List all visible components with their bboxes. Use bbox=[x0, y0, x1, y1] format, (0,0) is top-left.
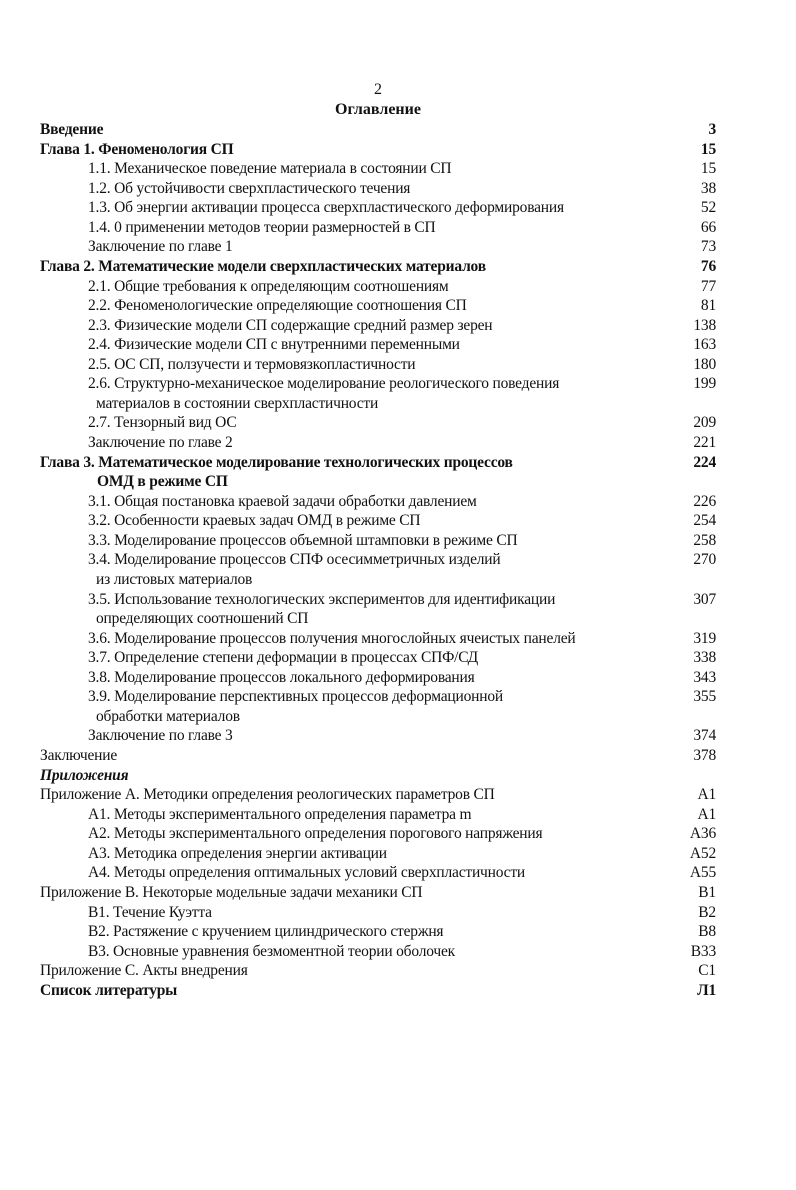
toc-entry[interactable] bbox=[40, 668, 716, 688]
toc-entry[interactable] bbox=[40, 179, 716, 199]
toc-entry-title: 1.4. 0 применении методов теории размерностей в СП bbox=[88, 218, 436, 236]
toc-entry[interactable] bbox=[40, 140, 716, 160]
toc-entry[interactable] bbox=[40, 296, 716, 316]
toc-entry-page: A55 bbox=[689, 864, 716, 882]
toc-entry-title-continued: определяющих соотношений СП bbox=[96, 610, 309, 628]
toc-entry[interactable] bbox=[40, 726, 716, 746]
toc-entry-title: 3.2. Особенности краевых задач ОМД в режиме СП bbox=[88, 512, 421, 530]
toc-entry-title: В2. Растяжение с кручением цилиндрического стержня bbox=[88, 923, 444, 941]
toc-entry[interactable] bbox=[40, 648, 716, 668]
toc-entry-page: B8 bbox=[698, 923, 716, 941]
toc-entry-page: 3 bbox=[708, 121, 716, 138]
toc-entry-continuation bbox=[40, 472, 716, 492]
toc-entry-title: 1.1. Механическое поведение материала в состоянии СП bbox=[88, 160, 452, 178]
toc-entry-page: 76 bbox=[700, 257, 716, 275]
toc-entry[interactable] bbox=[40, 785, 716, 805]
toc-entry-page: A1 bbox=[697, 786, 716, 804]
toc-entry-page: A1 bbox=[697, 805, 716, 823]
toc-entry-page: 319 bbox=[693, 629, 716, 647]
toc-entry-title: Приложение А. Методики определения реологических параметров СП bbox=[40, 786, 495, 804]
toc-entry-title: Приложение В. Некоторые модельные задачи механики СП bbox=[40, 883, 423, 901]
toc-entry-title-continued: из листовых материалов bbox=[96, 570, 253, 588]
toc-entry-title-continued: материалов в состоянии сверхпластичности bbox=[96, 394, 379, 412]
toc-entry[interactable] bbox=[40, 863, 716, 883]
toc-entry-page: 73 bbox=[700, 238, 716, 256]
page-title: Оглавление bbox=[335, 101, 421, 118]
toc-entry-title: 2.7. Тензорный вид ОС bbox=[88, 414, 237, 432]
toc-entry[interactable] bbox=[40, 805, 716, 825]
toc-entry-title: 2.5. ОС СП, ползучести и термовязкопластичности bbox=[88, 355, 416, 373]
toc-entry[interactable] bbox=[40, 844, 716, 864]
toc-entry-title: Заключение по главе 3 bbox=[88, 727, 233, 745]
toc-entry[interactable] bbox=[40, 413, 716, 433]
toc-entry[interactable] bbox=[40, 942, 716, 962]
toc-entry[interactable] bbox=[40, 218, 716, 238]
toc-entry-title: Глава 3. Математическое моделирование технологических процессов bbox=[40, 453, 513, 471]
toc-entry[interactable] bbox=[40, 511, 716, 531]
toc-entry-continuation bbox=[40, 394, 716, 414]
table-of-contents bbox=[40, 120, 716, 1000]
toc-entry[interactable] bbox=[40, 961, 716, 981]
toc-entry[interactable] bbox=[40, 316, 716, 336]
toc-entry-page: 77 bbox=[700, 277, 716, 295]
toc-entry-title: 3.3. Моделирование процессов объемной штамповки в режиме СП bbox=[88, 531, 518, 549]
toc-entry[interactable] bbox=[40, 120, 716, 140]
toc-entry-page: 343 bbox=[693, 668, 716, 686]
toc-entry-page: 163 bbox=[693, 336, 716, 354]
toc-entry-page: 374 bbox=[693, 727, 716, 745]
toc-entry[interactable] bbox=[40, 590, 716, 610]
toc-entry-title: 3.5. Использование технологических экспериментов для идентификации bbox=[88, 590, 556, 608]
page-number: 2 bbox=[374, 81, 382, 98]
toc-entry-title: А4. Методы определения оптимальных условий сверхпластичности bbox=[88, 864, 526, 882]
toc-entry-title: Заключение по главе 1 bbox=[88, 238, 233, 256]
toc-entry[interactable] bbox=[40, 550, 716, 570]
toc-entry-title: Приложения bbox=[40, 766, 129, 784]
toc-entry[interactable] bbox=[40, 374, 716, 394]
toc-entry-continuation bbox=[40, 609, 716, 629]
toc-entry-page: 180 bbox=[693, 355, 716, 373]
toc-entry-page: 338 bbox=[693, 649, 716, 667]
toc-entry-title: А3. Методика определения энергии активации bbox=[88, 844, 387, 862]
toc-entry-page: 38 bbox=[700, 179, 716, 197]
toc-entry[interactable] bbox=[40, 981, 716, 1001]
toc-entry-page: 81 bbox=[700, 297, 716, 315]
toc-entry-title: 3.8. Моделирование процессов локального деформирования bbox=[88, 668, 475, 686]
toc-entry-title: Глава 1. Феноменология СП bbox=[40, 140, 234, 158]
toc-entry-title: Введение bbox=[40, 121, 104, 138]
toc-entry-page: 209 bbox=[693, 414, 716, 432]
toc-entry-title: 3.4. Моделирование процессов СПФ осесимметричных изделий bbox=[88, 551, 501, 569]
toc-entry-page: 226 bbox=[693, 492, 716, 510]
toc-entry[interactable] bbox=[40, 159, 716, 179]
toc-entry[interactable] bbox=[40, 355, 716, 375]
toc-entry-title: 2.2. Феноменологические определяющие соотношения СП bbox=[88, 297, 467, 315]
toc-entry-title: 2.6. Структурно-механическое моделирование реологического поведения bbox=[88, 375, 560, 393]
toc-entry-title: 1.2. Об устойчивости сверхпластического течения bbox=[88, 179, 411, 197]
toc-entry[interactable] bbox=[40, 257, 716, 277]
toc-entry-page: B33 bbox=[690, 942, 716, 960]
toc-entry-title: Заключение bbox=[40, 747, 118, 764]
toc-entry[interactable] bbox=[40, 277, 716, 297]
toc-entry[interactable] bbox=[40, 198, 716, 218]
toc-entry[interactable] bbox=[40, 903, 716, 923]
toc-entry-page: 138 bbox=[693, 316, 716, 334]
toc-entry-page: Л1 bbox=[697, 981, 716, 999]
toc-entry-title: А2. Методы экспериментального определения порогового напряжения bbox=[88, 825, 543, 843]
toc-entry[interactable] bbox=[40, 433, 716, 453]
toc-entry-continuation bbox=[40, 570, 716, 590]
toc-entry[interactable] bbox=[40, 746, 716, 766]
toc-entry-continuation bbox=[40, 707, 716, 727]
toc-entry[interactable] bbox=[40, 453, 716, 473]
toc-entry[interactable] bbox=[40, 824, 716, 844]
toc-entry-page: 199 bbox=[693, 375, 716, 393]
toc-entry-title: Заключение по главе 2 bbox=[88, 434, 233, 451]
toc-entry-page: 15 bbox=[700, 140, 716, 158]
toc-entry-title: 3.7. Определение степени деформации в процессах СПФ/СД bbox=[88, 649, 478, 667]
toc-entry[interactable] bbox=[40, 922, 716, 942]
toc-entry-page: 224 bbox=[693, 453, 716, 471]
toc-entry[interactable] bbox=[40, 335, 716, 355]
toc-entry-title: В1. Течение Куэтта bbox=[88, 903, 212, 921]
toc-entry-page: B2 bbox=[698, 903, 716, 921]
toc-entry[interactable] bbox=[40, 766, 716, 786]
toc-entry-page: A52 bbox=[689, 844, 716, 862]
toc-entry-title-continued: обработки материалов bbox=[96, 707, 240, 725]
toc-entry-title: 3.9. Моделирование перспективных процессов деформационной bbox=[88, 688, 503, 706]
toc-entry-page: 254 bbox=[693, 512, 716, 530]
toc-entry-title: 2.3. Физические модели СП содержащие средний размер зерен bbox=[88, 316, 493, 334]
toc-entry-page: 66 bbox=[700, 218, 716, 236]
toc-entry-page: 15 bbox=[700, 160, 716, 178]
toc-entry-page: 52 bbox=[700, 199, 716, 217]
toc-entry-title: Приложение С. Акты внедрения bbox=[40, 962, 248, 980]
toc-entry-page: 307 bbox=[693, 590, 716, 608]
toc-entry-page: 258 bbox=[693, 531, 716, 549]
toc-entry-title: 3.1. Общая постановка краевой задачи обработки давлением bbox=[88, 492, 477, 510]
toc-entry-title: Глава 2. Математические модели сверхпластических материалов bbox=[40, 257, 486, 275]
toc-entry[interactable] bbox=[40, 237, 716, 257]
toc-entry-title: В3. Основные уравнения безмоментной теории оболочек bbox=[88, 942, 455, 960]
toc-entry-page: 270 bbox=[693, 551, 716, 569]
toc-entry-title: А1. Методы экспериментального определения параметра m bbox=[88, 805, 472, 823]
toc-entry-title: 2.4. Физические модели СП с внутренними переменными bbox=[88, 336, 460, 354]
toc-entry-page: A36 bbox=[689, 825, 716, 843]
toc-entry-page: B1 bbox=[698, 883, 716, 901]
toc-entry-title: 2.1. Общие требования к определяющим соотношениям bbox=[88, 277, 449, 295]
toc-entry-page: 355 bbox=[693, 688, 716, 706]
toc-entry[interactable] bbox=[40, 492, 716, 512]
toc-entry-title: Список литературы bbox=[40, 981, 178, 999]
toc-entry-page: 378 bbox=[693, 747, 716, 764]
toc-entry-title: 3.6. Моделирование процессов получения многослойных ячеистых панелей bbox=[88, 629, 576, 647]
toc-entry[interactable] bbox=[40, 687, 716, 707]
toc-entry-title-continued: ОМД в режиме СП bbox=[97, 473, 228, 491]
toc-entry-page: 221 bbox=[693, 434, 716, 451]
toc-entry-title: 1.3. Об энергии активации процесса сверхпластического деформирования bbox=[88, 199, 564, 217]
toc-entry-page: C1 bbox=[698, 962, 716, 980]
toc-entry[interactable] bbox=[40, 629, 716, 649]
toc-entry[interactable] bbox=[40, 883, 716, 903]
toc-entry[interactable] bbox=[40, 531, 716, 551]
